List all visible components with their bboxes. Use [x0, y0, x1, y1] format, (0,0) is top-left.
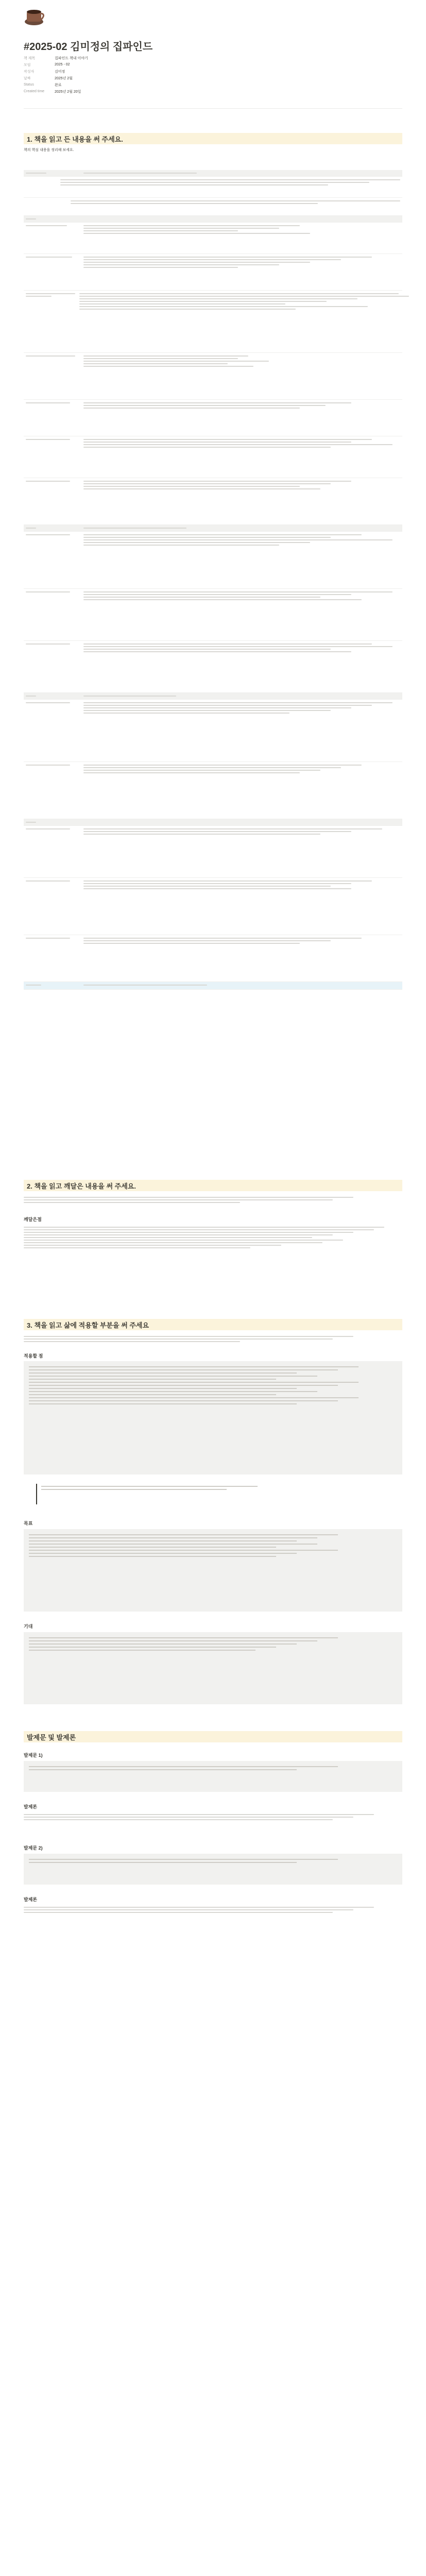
quote-block: [36, 1484, 345, 1504]
property-row[interactable]: 날짜 2025년 2월: [24, 76, 73, 80]
question-1: 발제문 1): [24, 1753, 43, 1758]
answer-1: 발제론: [24, 1804, 38, 1809]
section2-subheading: 깨달은점: [24, 1217, 42, 1222]
section3-goal-heading: 목표: [24, 1521, 33, 1526]
section2-paragraph: [24, 1195, 402, 1205]
answer-2: 발제론: [24, 1897, 38, 1902]
section1-heading: 1. 책을 읽고 든 내용을 써 주세요.: [24, 133, 402, 144]
answer-1-body: [24, 1812, 402, 1822]
question-2: 발제문 2): [24, 1845, 43, 1851]
properties-list: [24, 55, 194, 95]
section2-heading: 2. 책을 읽고 깨달은 내용을 써 주세요.: [24, 1180, 402, 1191]
property-row[interactable]: Created time 2025년 2월 20일: [24, 90, 81, 94]
goal-callout: [24, 1529, 402, 1612]
page-title: #2025-02 김미정의 집파인드: [24, 41, 153, 53]
section3-apply-heading: 적용할 점: [24, 1353, 43, 1359]
apply-callout: [24, 1361, 402, 1475]
divider: [24, 108, 402, 109]
notes-table: [24, 170, 402, 1159]
section1-subtitle: 책의 핵심 내용을 정리해 보세요.: [24, 148, 74, 152]
answer-2-body: [24, 1905, 402, 1914]
property-row[interactable]: 작성자 김미정: [24, 70, 65, 74]
expect-callout: [24, 1632, 402, 1704]
property-row[interactable]: 책 제목 집파인드 책내 이야기: [24, 56, 88, 60]
section4-heading: 발제문 및 발제론: [24, 1731, 402, 1742]
coffee-cup-icon: [24, 6, 47, 27]
section3-heading: 3. 책을 읽고 삶에 적용할 부분을 써 주세요: [24, 1319, 402, 1330]
property-row[interactable]: Status 완료: [24, 83, 62, 87]
property-row[interactable]: 모임 2025 - 02: [24, 63, 70, 67]
section2-body: [24, 1225, 402, 1250]
section3-intro: [24, 1334, 402, 1344]
section3-expect-heading: 기대: [24, 1624, 33, 1629]
question-1-callout: [24, 1761, 402, 1792]
question-2-callout: [24, 1854, 402, 1885]
